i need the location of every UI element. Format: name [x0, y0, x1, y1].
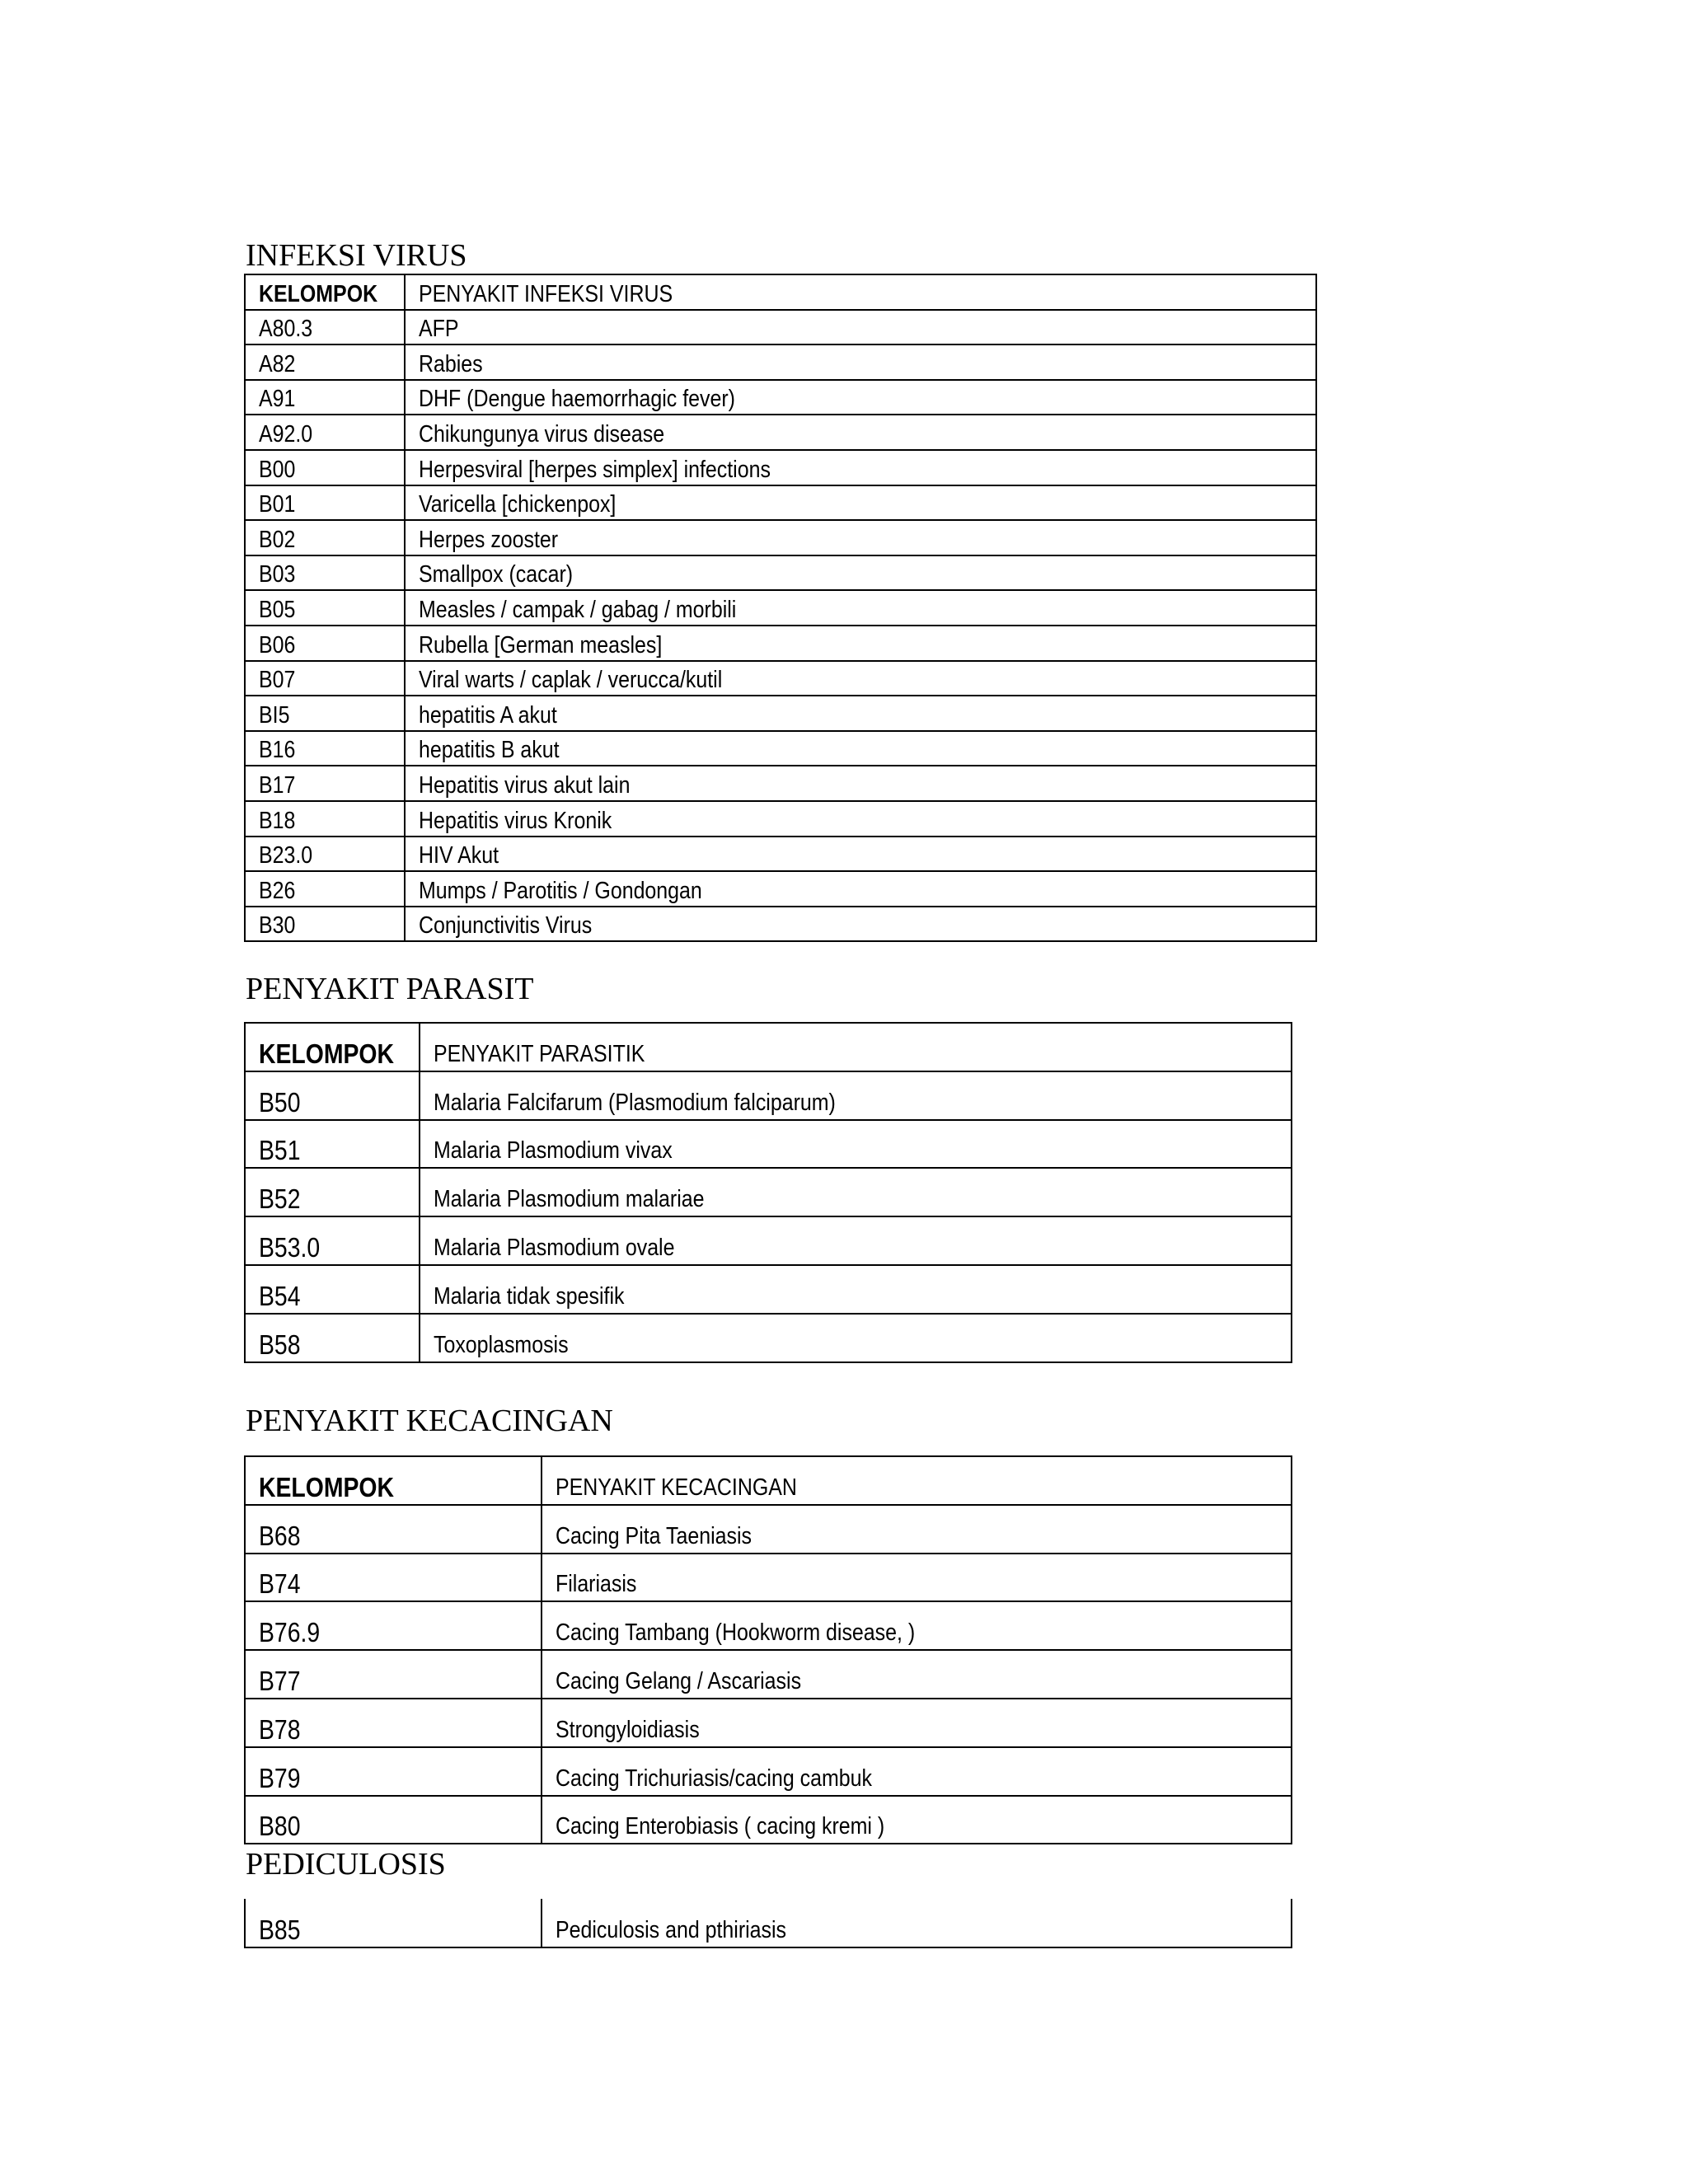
- penyakit-name: Pediculosis and pthiriasis: [556, 1917, 787, 1943]
- table-row: [245, 1314, 1292, 1362]
- table-row: [245, 907, 1316, 942]
- penyakit-name: Malaria Plasmodium malariae: [434, 1186, 705, 1213]
- kelompok-code: B05: [259, 596, 296, 623]
- cell-penyakit: [405, 837, 1316, 872]
- table-row: [245, 1071, 1292, 1120]
- cell-penyakit: [405, 555, 1316, 591]
- table-row: [245, 801, 1316, 837]
- penyakit-name: Rubella [German measles]: [419, 631, 663, 658]
- section-title-infeksi-virus: INFEKSI VIRUS: [246, 238, 467, 273]
- kelompok-code: B54: [259, 1280, 301, 1311]
- cell-kelompok: [245, 1314, 420, 1362]
- section-title-penyakit-parasit: PENYAKIT PARASIT: [246, 972, 534, 1006]
- kelompok-code: B79: [259, 1762, 301, 1793]
- penyakit-name: Cacing Enterobiasis ( cacing kremi ): [556, 1813, 885, 1840]
- penyakit-name: Cacing Pita Taeniasis: [556, 1522, 752, 1549]
- cell-penyakit: [542, 1505, 1292, 1554]
- kelompok-code: B76.9: [259, 1617, 321, 1648]
- kelompok-code: B85: [259, 1915, 301, 1945]
- table-row: [245, 731, 1316, 766]
- cell-kelompok: [245, 590, 405, 626]
- penyakit-name: Smallpox (cacar): [419, 561, 574, 588]
- cell-kelompok: [245, 626, 405, 661]
- cell-kelompok: [245, 801, 405, 837]
- cell-kelompok: [245, 1265, 420, 1314]
- kelompok-code: B06: [259, 631, 296, 658]
- header-kelompok: [245, 274, 405, 310]
- table-row: [245, 1265, 1292, 1314]
- penyakit-name: Cacing Gelang / Ascariasis: [556, 1667, 802, 1694]
- cell-penyakit: [405, 907, 1316, 942]
- kelompok-code: B30: [259, 912, 296, 940]
- kelompok-code: B02: [259, 526, 296, 553]
- cell-penyakit: [405, 415, 1316, 450]
- kelompok-code: B26: [259, 877, 296, 904]
- cell-kelompok: [245, 485, 405, 521]
- cell-penyakit: [405, 766, 1316, 801]
- cell-penyakit: [405, 661, 1316, 696]
- cell-penyakit: [405, 626, 1316, 661]
- table-row: [245, 1168, 1292, 1216]
- kelompok-code: BI5: [259, 701, 290, 729]
- kelompok-code: B16: [259, 737, 296, 764]
- kelompok-code: A80.3: [259, 316, 313, 343]
- kelompok-code: B07: [259, 667, 296, 694]
- cell-kelompok: [245, 696, 405, 731]
- cell-kelompok: [245, 1601, 542, 1650]
- cell-kelompok: [245, 1899, 542, 1947]
- penyakit-name: hepatitis A akut: [419, 701, 557, 729]
- kelompok-code: B50: [259, 1086, 301, 1118]
- cell-kelompok: [245, 450, 405, 485]
- cell-penyakit: [405, 485, 1316, 521]
- table-body: [245, 1456, 1292, 1844]
- table-row: [245, 837, 1316, 872]
- cell-kelompok: [245, 1796, 542, 1844]
- table-row: [245, 626, 1316, 661]
- table-row: [245, 1699, 1292, 1747]
- penyakit-name: Viral warts / caplak / verucca/kutil: [419, 667, 723, 694]
- header-kelompok-text: KELOMPOK: [259, 1038, 394, 1069]
- table-row: [245, 1899, 1292, 1947]
- table-row: [245, 555, 1316, 591]
- penyakit-name: Toxoplasmosis: [434, 1331, 569, 1358]
- table-row: [245, 1650, 1292, 1699]
- header-penyakit-text: PENYAKIT KECACINGAN: [556, 1474, 797, 1501]
- header-kelompok-text: KELOMPOK: [259, 280, 378, 307]
- cell-penyakit: [405, 871, 1316, 907]
- penyakit-name: Malaria Falcifarum (Plasmodium falciparum): [434, 1089, 836, 1116]
- kelompok-code: B53.0: [259, 1231, 321, 1263]
- table-penyakit-parasit: [244, 1022, 1292, 1363]
- table-row: [245, 1505, 1292, 1554]
- kelompok-code: B18: [259, 807, 296, 834]
- table-row: [245, 1216, 1292, 1265]
- table-row: [245, 520, 1316, 555]
- cell-kelompok: [245, 1120, 420, 1169]
- penyakit-name: hepatitis B akut: [419, 737, 560, 764]
- penyakit-name: Malaria Plasmodium vivax: [434, 1137, 673, 1165]
- cell-penyakit: [405, 310, 1316, 345]
- table-row: [245, 1120, 1292, 1169]
- header-kelompok: [245, 1456, 542, 1505]
- kelompok-code: A82: [259, 350, 296, 377]
- cell-penyakit: [542, 1899, 1292, 1947]
- cell-kelompok: [245, 344, 405, 380]
- cell-kelompok: [245, 907, 405, 942]
- cell-kelompok: [245, 661, 405, 696]
- cell-kelompok: [245, 1650, 542, 1699]
- table-header-row: [245, 274, 1316, 310]
- cell-kelompok: [245, 415, 405, 450]
- cell-kelompok: [245, 766, 405, 801]
- penyakit-name: Cacing Trichuriasis/cacing cambuk: [556, 1765, 872, 1792]
- penyakit-name: Herpes zooster: [419, 526, 559, 553]
- cell-kelompok: [245, 1699, 542, 1747]
- kelompok-code: A92.0: [259, 420, 313, 448]
- cell-kelompok: [245, 1071, 420, 1120]
- table-row: [245, 415, 1316, 450]
- header-penyakit: [542, 1456, 1292, 1505]
- cell-penyakit: [405, 590, 1316, 626]
- cell-penyakit: [542, 1796, 1292, 1844]
- table-pediculosis: [244, 1899, 1292, 1948]
- header-penyakit-text: PENYAKIT PARASITIK: [434, 1040, 645, 1067]
- table-header-row: [245, 1456, 1292, 1505]
- cell-penyakit: [420, 1265, 1292, 1314]
- kelompok-code: B77: [259, 1665, 301, 1696]
- table-row: [245, 1601, 1292, 1650]
- cell-penyakit: [405, 696, 1316, 731]
- cell-kelompok: [245, 1554, 542, 1602]
- table-row: [245, 1747, 1292, 1796]
- cell-penyakit: [405, 344, 1316, 380]
- kelompok-code: B01: [259, 491, 296, 518]
- cell-penyakit: [420, 1071, 1292, 1120]
- cell-penyakit: [420, 1314, 1292, 1362]
- cell-penyakit: [405, 450, 1316, 485]
- kelompok-code: B68: [259, 1520, 301, 1551]
- penyakit-name: Malaria tidak spesifik: [434, 1282, 625, 1310]
- kelompok-code: B00: [259, 456, 296, 483]
- cell-kelompok: [245, 1747, 542, 1796]
- penyakit-name: Varicella [chickenpox]: [419, 491, 617, 518]
- kelompok-code: B74: [259, 1568, 301, 1600]
- penyakit-name: AFP: [419, 316, 459, 343]
- penyakit-name: HIV Akut: [419, 842, 499, 869]
- section-title-penyakit-kecacingan: PENYAKIT KECACINGAN: [246, 1404, 613, 1438]
- penyakit-name: Filariasis: [556, 1571, 637, 1598]
- cell-penyakit: [542, 1601, 1292, 1650]
- cell-kelompok: [245, 731, 405, 766]
- penyakit-name: Hepatitis virus Kronik: [419, 807, 612, 834]
- penyakit-name: Malaria Plasmodium ovale: [434, 1234, 675, 1261]
- header-penyakit: [405, 274, 1316, 310]
- kelompok-code: B58: [259, 1329, 301, 1360]
- kelompok-code: B80: [259, 1811, 301, 1842]
- cell-penyakit: [420, 1168, 1292, 1216]
- cell-penyakit: [542, 1554, 1292, 1602]
- kelompok-code: B23.0: [259, 842, 313, 869]
- cell-kelompok: [245, 1216, 420, 1265]
- kelompok-code: B78: [259, 1713, 301, 1745]
- penyakit-name: Strongyloidiasis: [556, 1716, 700, 1743]
- table-row: [245, 1554, 1292, 1602]
- header-penyakit-text: PENYAKIT INFEKSI VIRUS: [419, 280, 673, 307]
- table-penyakit-kecacingan: [244, 1455, 1292, 1844]
- table-row: [245, 485, 1316, 521]
- table-row: [245, 661, 1316, 696]
- penyakit-name: Conjunctivitis Virus: [419, 912, 593, 940]
- cell-kelompok: [245, 380, 405, 415]
- section-title-pediculosis: PEDICULOSIS: [246, 1847, 446, 1882]
- kelompok-code: B51: [259, 1135, 301, 1166]
- table-body: [245, 1023, 1292, 1362]
- penyakit-name: Cacing Tambang (Hookworm disease, ): [556, 1619, 916, 1647]
- header-kelompok: [245, 1023, 420, 1071]
- cell-kelompok: [245, 837, 405, 872]
- cell-penyakit: [542, 1747, 1292, 1796]
- table-infeksi-virus: [244, 274, 1317, 942]
- cell-penyakit: [405, 801, 1316, 837]
- cell-penyakit: [420, 1216, 1292, 1265]
- cell-kelompok: [245, 1505, 542, 1554]
- cell-penyakit: [420, 1120, 1292, 1169]
- table-row: [245, 380, 1316, 415]
- table-row: [245, 344, 1316, 380]
- table-row: [245, 766, 1316, 801]
- cell-kelompok: [245, 1168, 420, 1216]
- cell-kelompok: [245, 520, 405, 555]
- penyakit-name: Chikungunya virus disease: [419, 420, 665, 448]
- header-kelompok-text: KELOMPOK: [259, 1471, 394, 1502]
- kelompok-code: B52: [259, 1183, 301, 1215]
- kelompok-code: A91: [259, 386, 296, 413]
- kelompok-code: B17: [259, 771, 296, 799]
- penyakit-name: Mumps / Parotitis / Gondongan: [419, 877, 702, 904]
- cell-kelompok: [245, 555, 405, 591]
- penyakit-name: Hepatitis virus akut lain: [419, 771, 631, 799]
- table-row: [245, 871, 1316, 907]
- table-row: [245, 1796, 1292, 1844]
- cell-kelompok: [245, 310, 405, 345]
- cell-penyakit: [542, 1699, 1292, 1747]
- table-row: [245, 590, 1316, 626]
- penyakit-name: Measles / campak / gabag / morbili: [419, 596, 737, 623]
- penyakit-name: DHF (Dengue haemorrhagic fever): [419, 386, 735, 413]
- table-body: [245, 1899, 1292, 1947]
- cell-penyakit: [542, 1650, 1292, 1699]
- cell-kelompok: [245, 871, 405, 907]
- cell-penyakit: [405, 380, 1316, 415]
- cell-penyakit: [405, 520, 1316, 555]
- table-row: [245, 696, 1316, 731]
- header-penyakit: [420, 1023, 1292, 1071]
- cell-penyakit: [405, 731, 1316, 766]
- table-row: [245, 310, 1316, 345]
- kelompok-code: B03: [259, 561, 296, 588]
- penyakit-name: Herpesviral [herpes simplex] infections: [419, 456, 771, 483]
- table-row: [245, 450, 1316, 485]
- table-header-row: [245, 1023, 1292, 1071]
- table-body: [245, 274, 1316, 941]
- penyakit-name: Rabies: [419, 350, 483, 377]
